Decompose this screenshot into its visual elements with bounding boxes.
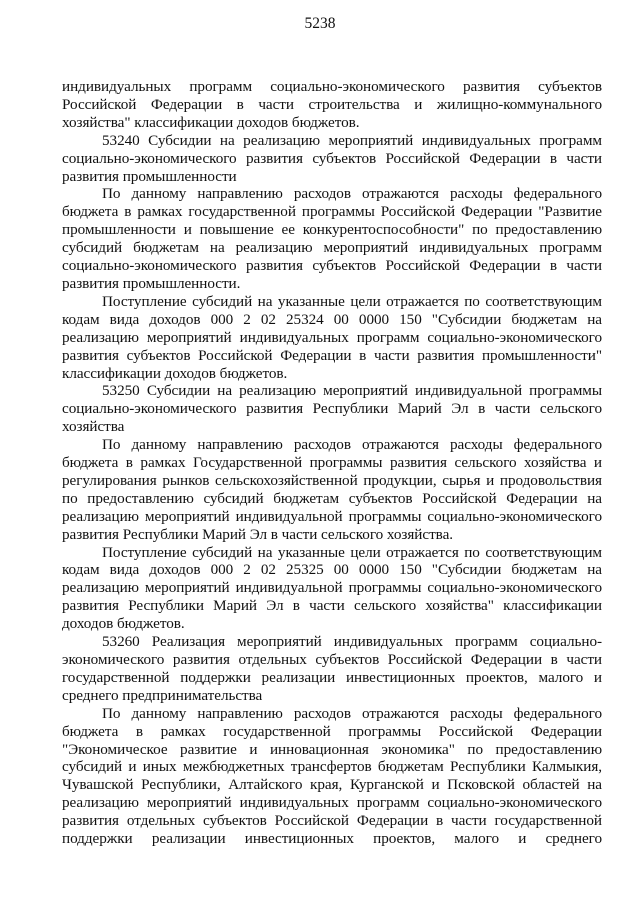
paragraph-53250-description: По данному направлению расходов отражаются расходы федерального бюджета в рамках Государственной программы развития сельского хозяйства и регулирования рынков сельскохозяйственной продукции, сырья и продовольствия по предоставлению субсидий бюджетам субъектов Российской Федерации на реализацию мероприятий индивидуальной программы социально-экономического развития Республики Марий Эл в части сельского хозяйства. xyxy=(62,436,602,543)
paragraph-53240-description: По данному направлению расходов отражаются расходы федерального бюджета в рамках государственной программы Российской Федерации "Развитие промышленности и повышение ее конкурентоспособности" по предоставлению субсидий бюджетам на реализацию мероприятий индивидуальных программ социально-экономического развития субъектов Российской Федерации в части развития промышленности. xyxy=(62,185,602,292)
section-heading-53260: 53260 Реализация мероприятий индивидуальных программ социально-экономического развития отдельных субъектов Российской Федерации в части государственной поддержки реализации инвестиционных проектов, малого и среднего предпринимательства xyxy=(62,633,602,704)
paragraph-continuation: индивидуальных программ социально-экономического развития субъектов Российской Федерации в части строительства и жилищно-коммунального хозяйства" классификации доходов бюджетов. xyxy=(62,78,602,131)
section-heading-53250: 53250 Субсидии на реализацию мероприятий индивидуальной программы социально-экономического развития Республики Марий Эл в части сельского хозяйства xyxy=(62,382,602,436)
paragraph-53250-revenue: Поступление субсидий на указанные цели отражается по соответствующим кодам вида доходов 000 2 02 25325 00 0000 150 "Субсидии бюджетам на реализацию мероприятий индивидуальной программы социально-экономического развития Республики Марий Эл в части сельского хозяйства" классификации доходов бюджетов. xyxy=(62,543,602,633)
document-body xyxy=(62,78,602,848)
page-number: 5238 xyxy=(304,15,336,32)
paragraph-53240-revenue: Поступление субсидий на указанные цели отражается по соответствующим кодам вида доходов 000 2 02 25324 00 0000 150 "Субсидии бюджетам на реализацию мероприятий индивидуальных программ социально-экономического развития субъектов Российской Федерации в части развития промышленности" классификации доходов бюджетов. xyxy=(62,292,602,382)
paragraph-53260-description: По данному направлению расходов отражаются расходы федерального бюджета в рамках государственной программы Российской Федерации "Экономическое развитие и инновационная экономика" по предоставлению субсидий и иных межбюджетных трансфертов бюджетам Республики Калмыкия, Чувашской Республики, Алтайского края, Курганской и Псковской областей на реализацию мероприятий индивидуальных программ социально-экономического развития отдельных субъектов Российской Федерации в части государственной поддержки реализации инвестиционных проектов, малого и среднего xyxy=(62,704,602,848)
section-heading-53240: 53240 Субсидии на реализацию мероприятий индивидуальных программ социально-экономического развития субъектов Российской Федерации в части развития промышленности xyxy=(62,131,602,185)
